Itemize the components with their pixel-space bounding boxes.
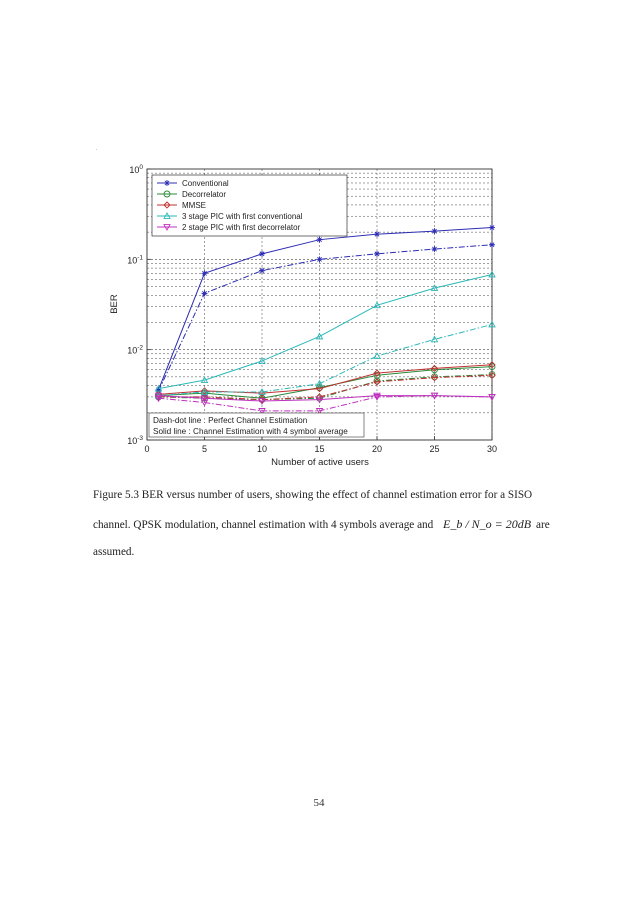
caption-line-2-text: channel. QPSK modulation, channel estimation with 4 symbols average and: [93, 519, 434, 531]
annotation-text: Solid line : Channel Estimation with 4 symbol average: [153, 427, 348, 436]
page-number: 54: [313, 797, 325, 809]
figure-caption-line-1: Figure 5.3 BER versus number of users, showing the effect of channel estimation error for a SISO: [93, 489, 533, 501]
x-tick-label: 30: [486, 444, 498, 454]
x-tick-label: 10: [256, 444, 268, 454]
legend-label: Conventional: [182, 179, 229, 188]
y-tick-label: $10^0$: [129, 164, 143, 175]
caption-equation: E_b / N_o = 20dB: [443, 517, 532, 531]
ber-figure: [105, 157, 505, 475]
x-axis-label: Number of active users: [271, 457, 369, 468]
x-tick-label: 15: [314, 444, 325, 454]
y-tick-label: $10^{-2}$: [127, 344, 143, 356]
x-tick-label: 0: [144, 444, 150, 454]
x-tick-label: 20: [371, 444, 383, 454]
y-axis-label: BER: [109, 294, 120, 314]
legend-label: 2 stage PIC with first decorrelator: [182, 223, 301, 232]
caption-line-2-end: are: [536, 519, 550, 531]
legend-label: MMSE: [182, 201, 206, 210]
x-tick-label: 25: [429, 444, 440, 454]
y-tick-label: $10^{-3}$: [127, 435, 143, 446]
legend-label: 3 stage PIC with first conventional: [182, 212, 303, 221]
annotations: [149, 413, 364, 437]
y-tick-label: $10^{-1}$: [127, 254, 143, 266]
legend-label: Decorrelator: [182, 190, 227, 199]
stray-mark: .: [96, 146, 98, 152]
legend: [152, 175, 347, 236]
x-tick-label: 5: [201, 444, 208, 454]
annotation-text: Dash-dot line : Perfect Channel Estimation: [153, 416, 308, 425]
figure-caption-line-3: assumed.: [93, 546, 135, 558]
